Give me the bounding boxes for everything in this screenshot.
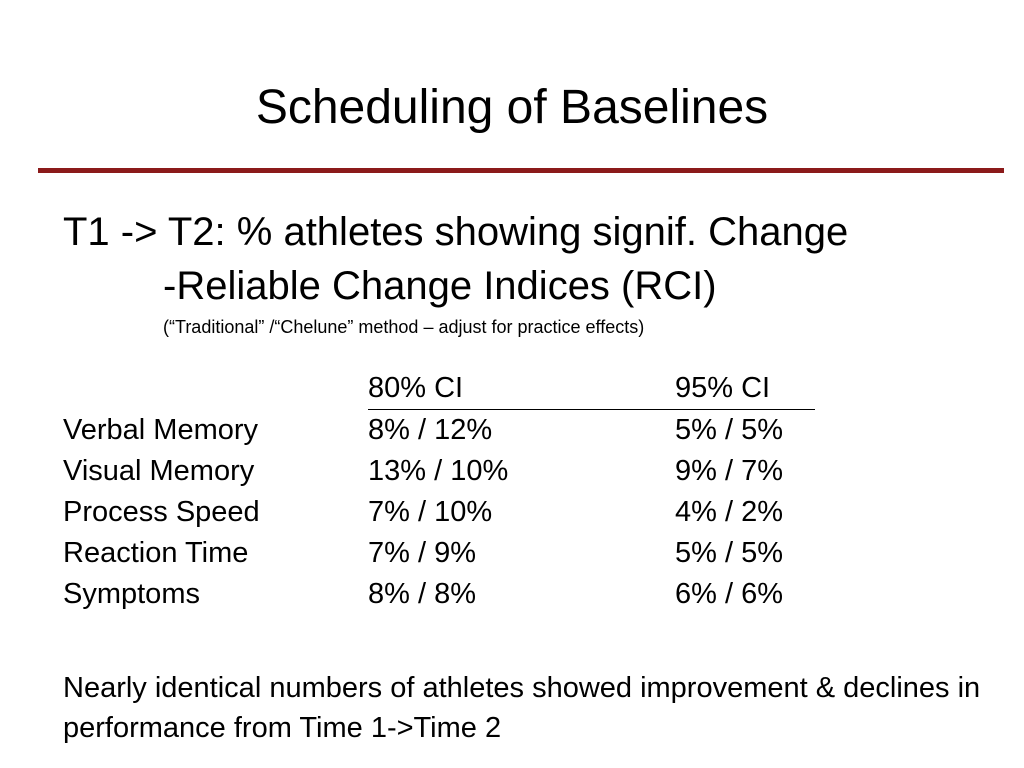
title-divider (38, 168, 1004, 173)
row-label: Visual Memory (63, 455, 255, 487)
row-95-ci-value: 4% / 2% (675, 496, 783, 528)
row-80-ci-value: 8% / 8% (368, 578, 476, 610)
table-row (63, 533, 815, 574)
table-header-80-ci: 80% CI (368, 368, 675, 410)
table-row (63, 410, 815, 452)
row-95-ci-value: 9% / 7% (675, 455, 783, 487)
row-label: Process Speed (63, 496, 260, 528)
row-label: Symptoms (63, 578, 200, 610)
row-label: Reaction Time (63, 537, 249, 569)
table-header-row (63, 368, 815, 410)
section-subheading: -Reliable Change Indices (RCI) (163, 264, 717, 308)
row-95-ci-value: 5% / 5% (675, 414, 783, 446)
table-row (63, 492, 815, 533)
row-80-ci-value: 13% / 10% (368, 455, 509, 487)
method-note: (“Traditional” /“Chelune” method – adjust for practice effects) (163, 317, 645, 337)
row-80-ci-value: 8% / 12% (368, 414, 493, 446)
rci-results-table (63, 368, 815, 615)
slide-title: Scheduling of Baselines (255, 81, 769, 134)
row-80-ci-value: 7% / 9% (368, 537, 476, 569)
row-95-ci-value: 6% / 6% (675, 578, 783, 610)
table-header-label (63, 368, 368, 410)
row-80-ci-value: 7% / 10% (368, 496, 493, 528)
row-95-ci-value: 5% / 5% (675, 537, 783, 569)
table-row (63, 451, 815, 492)
section-heading: T1 -> T2: % athletes showing signif. Change (63, 210, 849, 254)
table-row (63, 574, 815, 615)
conclusion-text: Nearly identical numbers of athletes showed improvement & declines in performance from Time 1->Time 2 (63, 672, 981, 744)
table-header-95-ci: 95% CI (675, 368, 815, 410)
row-label: Verbal Memory (63, 413, 259, 446)
